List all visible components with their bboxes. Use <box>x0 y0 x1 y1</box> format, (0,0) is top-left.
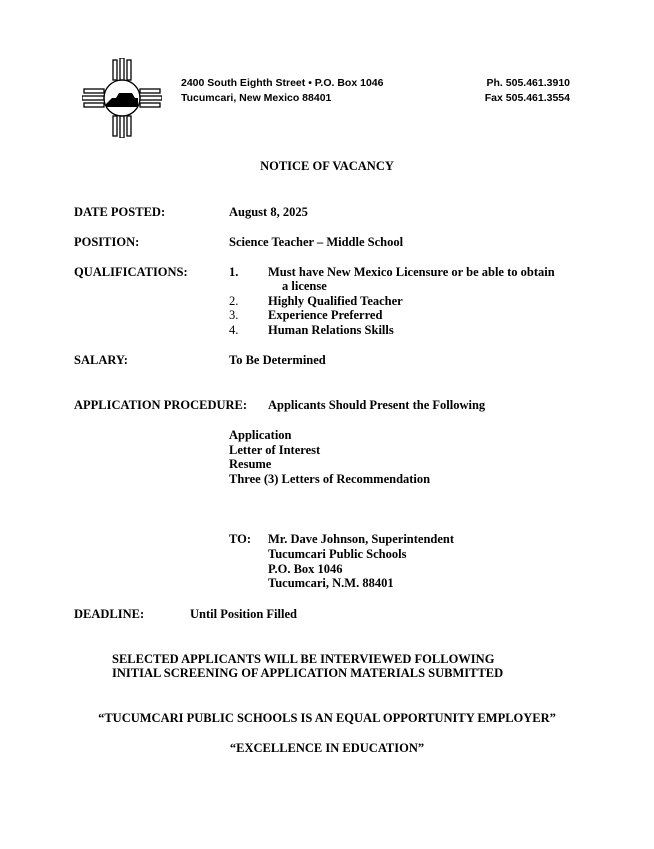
qualification-number: 4. <box>229 323 239 337</box>
zia-sun-logo-icon <box>82 58 162 138</box>
deadline-value: Until Position Filled <box>190 607 297 621</box>
date-posted-label: DATE POSTED: <box>74 205 166 219</box>
required-document: Three (3) Letters of Recommendation <box>229 472 431 486</box>
fax-number: Fax 505.461.3554 <box>484 92 570 104</box>
qualification-item: Experience Preferred <box>268 308 383 322</box>
recipient-line: P.O. Box 1046 <box>268 562 343 576</box>
deadline-label: DEADLINE: <box>74 607 145 621</box>
required-document: Letter of Interest <box>229 443 321 457</box>
phone-number: Ph. 505.461.3910 <box>486 77 570 89</box>
qualification-number: 3. <box>229 308 239 322</box>
interview-note-line-2: INITIAL SCREENING OF APPLICATION MATERIALS SUBMITTED <box>112 666 504 680</box>
recipient-line: Mr. Dave Johnson, Superintendent <box>268 532 455 546</box>
qualification-item: Must have New Mexico Licensure or be able to obtain <box>268 265 555 279</box>
address-line-2: Tucumcari, New Mexico 88401 <box>181 92 332 104</box>
qualification-number: 2. <box>229 294 239 308</box>
letterhead-contact <box>485 76 570 106</box>
address-line-1: 2400 South Eighth Street • P.O. Box 1046 <box>181 77 384 89</box>
recipient-line: Tucumcari, N.M. 88401 <box>268 576 394 590</box>
qualification-item: Human Relations Skills <box>268 323 394 337</box>
qualifications-label: QUALIFICATIONS: <box>74 265 188 279</box>
recipient-line: Tucumcari Public Schools <box>268 547 407 561</box>
required-document: Application <box>229 428 292 442</box>
letterhead-address <box>181 76 383 106</box>
qualification-item: Highly Qualified Teacher <box>268 294 403 308</box>
equal-opportunity-statement: “TUCUMCARI PUBLIC SCHOOLS IS AN EQUAL OPPORTUNITY EMPLOYER” <box>98 711 556 725</box>
salary-value: To Be Determined <box>229 353 326 367</box>
motto: “EXCELLENCE IN EDUCATION” <box>229 741 425 755</box>
qualification-item-continued: a license <box>282 279 327 293</box>
application-procedure-label: APPLICATION PROCEDURE: <box>74 398 248 412</box>
to-label: TO: <box>229 532 251 546</box>
salary-label: SALARY: <box>74 353 128 367</box>
position-value: Science Teacher – Middle School <box>229 235 404 249</box>
interview-note-line-1: SELECTED APPLICANTS WILL BE INTERVIEWED FOLLOWING <box>112 652 495 666</box>
required-document: Resume <box>229 457 272 471</box>
qualification-number: 1. <box>229 265 239 279</box>
application-procedure-value: Applicants Should Present the Following <box>268 398 486 412</box>
date-posted-value: August 8, 2025 <box>229 205 308 219</box>
notice-title: NOTICE OF VACANCY <box>260 159 394 173</box>
position-label: POSITION: <box>74 235 140 249</box>
